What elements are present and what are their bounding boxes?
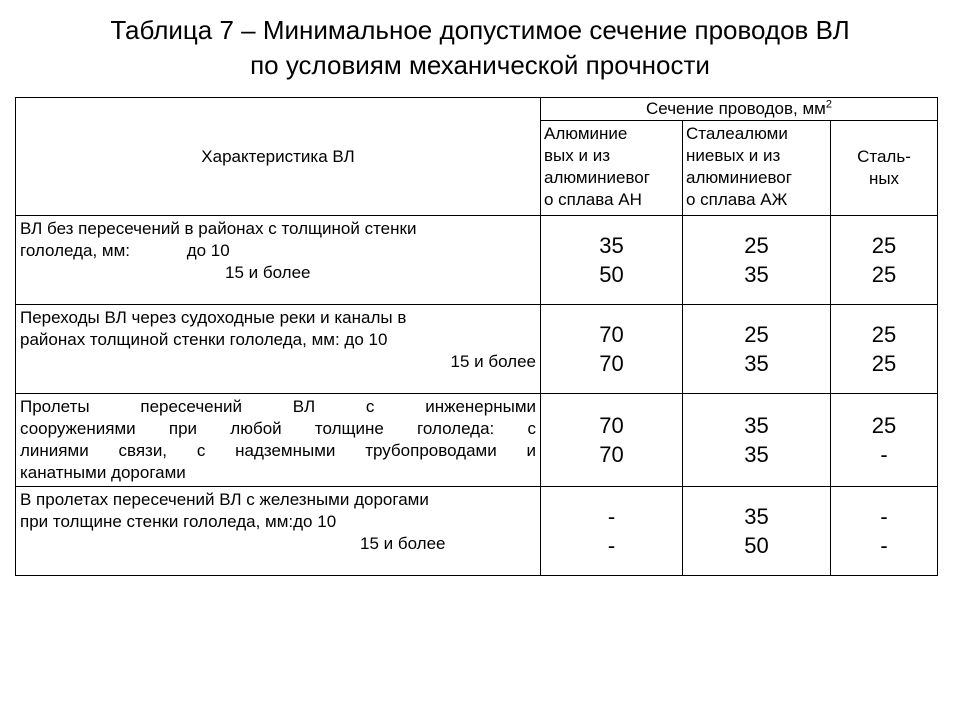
value: 35 [744, 442, 769, 467]
value: 35 [744, 262, 769, 287]
value: - [880, 504, 888, 529]
row-description-line: Пролеты пересечений ВЛ с инженерными [20, 397, 536, 416]
table-row [16, 216, 938, 305]
header-aluminum-line: вых и из [544, 146, 610, 165]
row-description-line: гололеда, мм: до 10 [20, 241, 230, 260]
value: 35 [744, 413, 769, 438]
value-steel-aluminum [683, 216, 831, 305]
value-steel [831, 305, 938, 394]
value-steel [831, 487, 938, 576]
value: - [880, 442, 888, 467]
row-description-line: 15 и более [225, 263, 311, 282]
value-steel-aluminum [683, 394, 831, 487]
row-description-line: линиями связи, с надземными трубопроводами и [20, 441, 536, 460]
value: 70 [599, 351, 624, 376]
table-row [16, 487, 938, 576]
value: 35 [744, 351, 769, 376]
value-aluminum [541, 394, 683, 487]
value: 25 [871, 322, 897, 347]
row-description [16, 216, 541, 305]
value: 70 [599, 322, 624, 347]
header-aluminum-line: Алюминие [544, 124, 628, 143]
table-row [16, 394, 938, 487]
row-description-line: при толщине стенки гололеда, мм:до 10 [20, 512, 337, 531]
value: - [607, 504, 616, 529]
value: 50 [744, 533, 769, 558]
header-steel-line: ных [868, 169, 900, 188]
header-steel-aluminum-line: Сталеалюми [686, 124, 788, 143]
table-row [16, 305, 938, 394]
header-section-label: Сечение проводов, мм [646, 99, 826, 118]
value: 25 [744, 322, 769, 347]
header-steel-aluminum-line: ниевых и из [686, 146, 781, 165]
header-aluminum-line: алюминиевог [544, 168, 650, 187]
header-steel-aluminum [683, 121, 831, 216]
value: - [607, 533, 616, 558]
row-description-line: В пролетах пересечений ВЛ с железными дорогами [20, 490, 429, 509]
header-steel-aluminum-line: о сплава АЖ [686, 190, 788, 209]
row-description-line: районах толщиной стенки гололеда, мм: до 10 [20, 330, 388, 349]
value: 35 [599, 233, 624, 258]
row-description [16, 487, 541, 576]
header-steel [831, 121, 938, 216]
table-title-line-1: Таблица 7 – Минимальное допустимое сечение проводов ВЛ [110, 15, 850, 45]
header-steel-aluminum-line: алюминиевог [686, 168, 792, 187]
row-description [16, 305, 541, 394]
value-steel [831, 216, 938, 305]
value: 35 [744, 504, 769, 529]
value: - [880, 533, 888, 558]
row-description-line: сооружениями при любой толщине гололеда: с [20, 419, 536, 438]
value: 25 [871, 351, 897, 376]
value: 25 [871, 413, 897, 438]
header-section-sup: 2 [825, 98, 832, 111]
table-title-line-2: по условиям механической прочности [250, 50, 710, 80]
header-steel-line: Сталь- [857, 147, 911, 166]
value-steel-aluminum [683, 305, 831, 394]
row-description-line: канатными дорогами [20, 463, 186, 482]
row-description [16, 394, 541, 487]
header-row-1 [16, 98, 938, 121]
header-characteristic: Характеристика ВЛ [16, 98, 541, 216]
value: 25 [744, 233, 769, 258]
header-section [541, 98, 938, 121]
header-aluminum-line: о сплава АН [544, 190, 642, 209]
value-aluminum [541, 216, 683, 305]
row-description-line: ВЛ без пересечений в районах с толщиной стенки [20, 219, 417, 238]
header-aluminum [541, 121, 683, 216]
value-aluminum [541, 305, 683, 394]
value-steel-aluminum [683, 487, 831, 576]
value-aluminum [541, 487, 683, 576]
value: 25 [871, 233, 897, 258]
row-description-line: Переходы ВЛ через судоходные реки и каналы в [20, 308, 407, 327]
wire-section-table [15, 97, 938, 576]
value: 50 [599, 262, 624, 287]
row-description-line: 15 и более [360, 534, 446, 553]
value-steel [831, 394, 938, 487]
value: 70 [599, 442, 624, 467]
value: 70 [599, 413, 624, 438]
row-description-line: 15 и более [450, 352, 536, 371]
value: 25 [871, 262, 897, 287]
